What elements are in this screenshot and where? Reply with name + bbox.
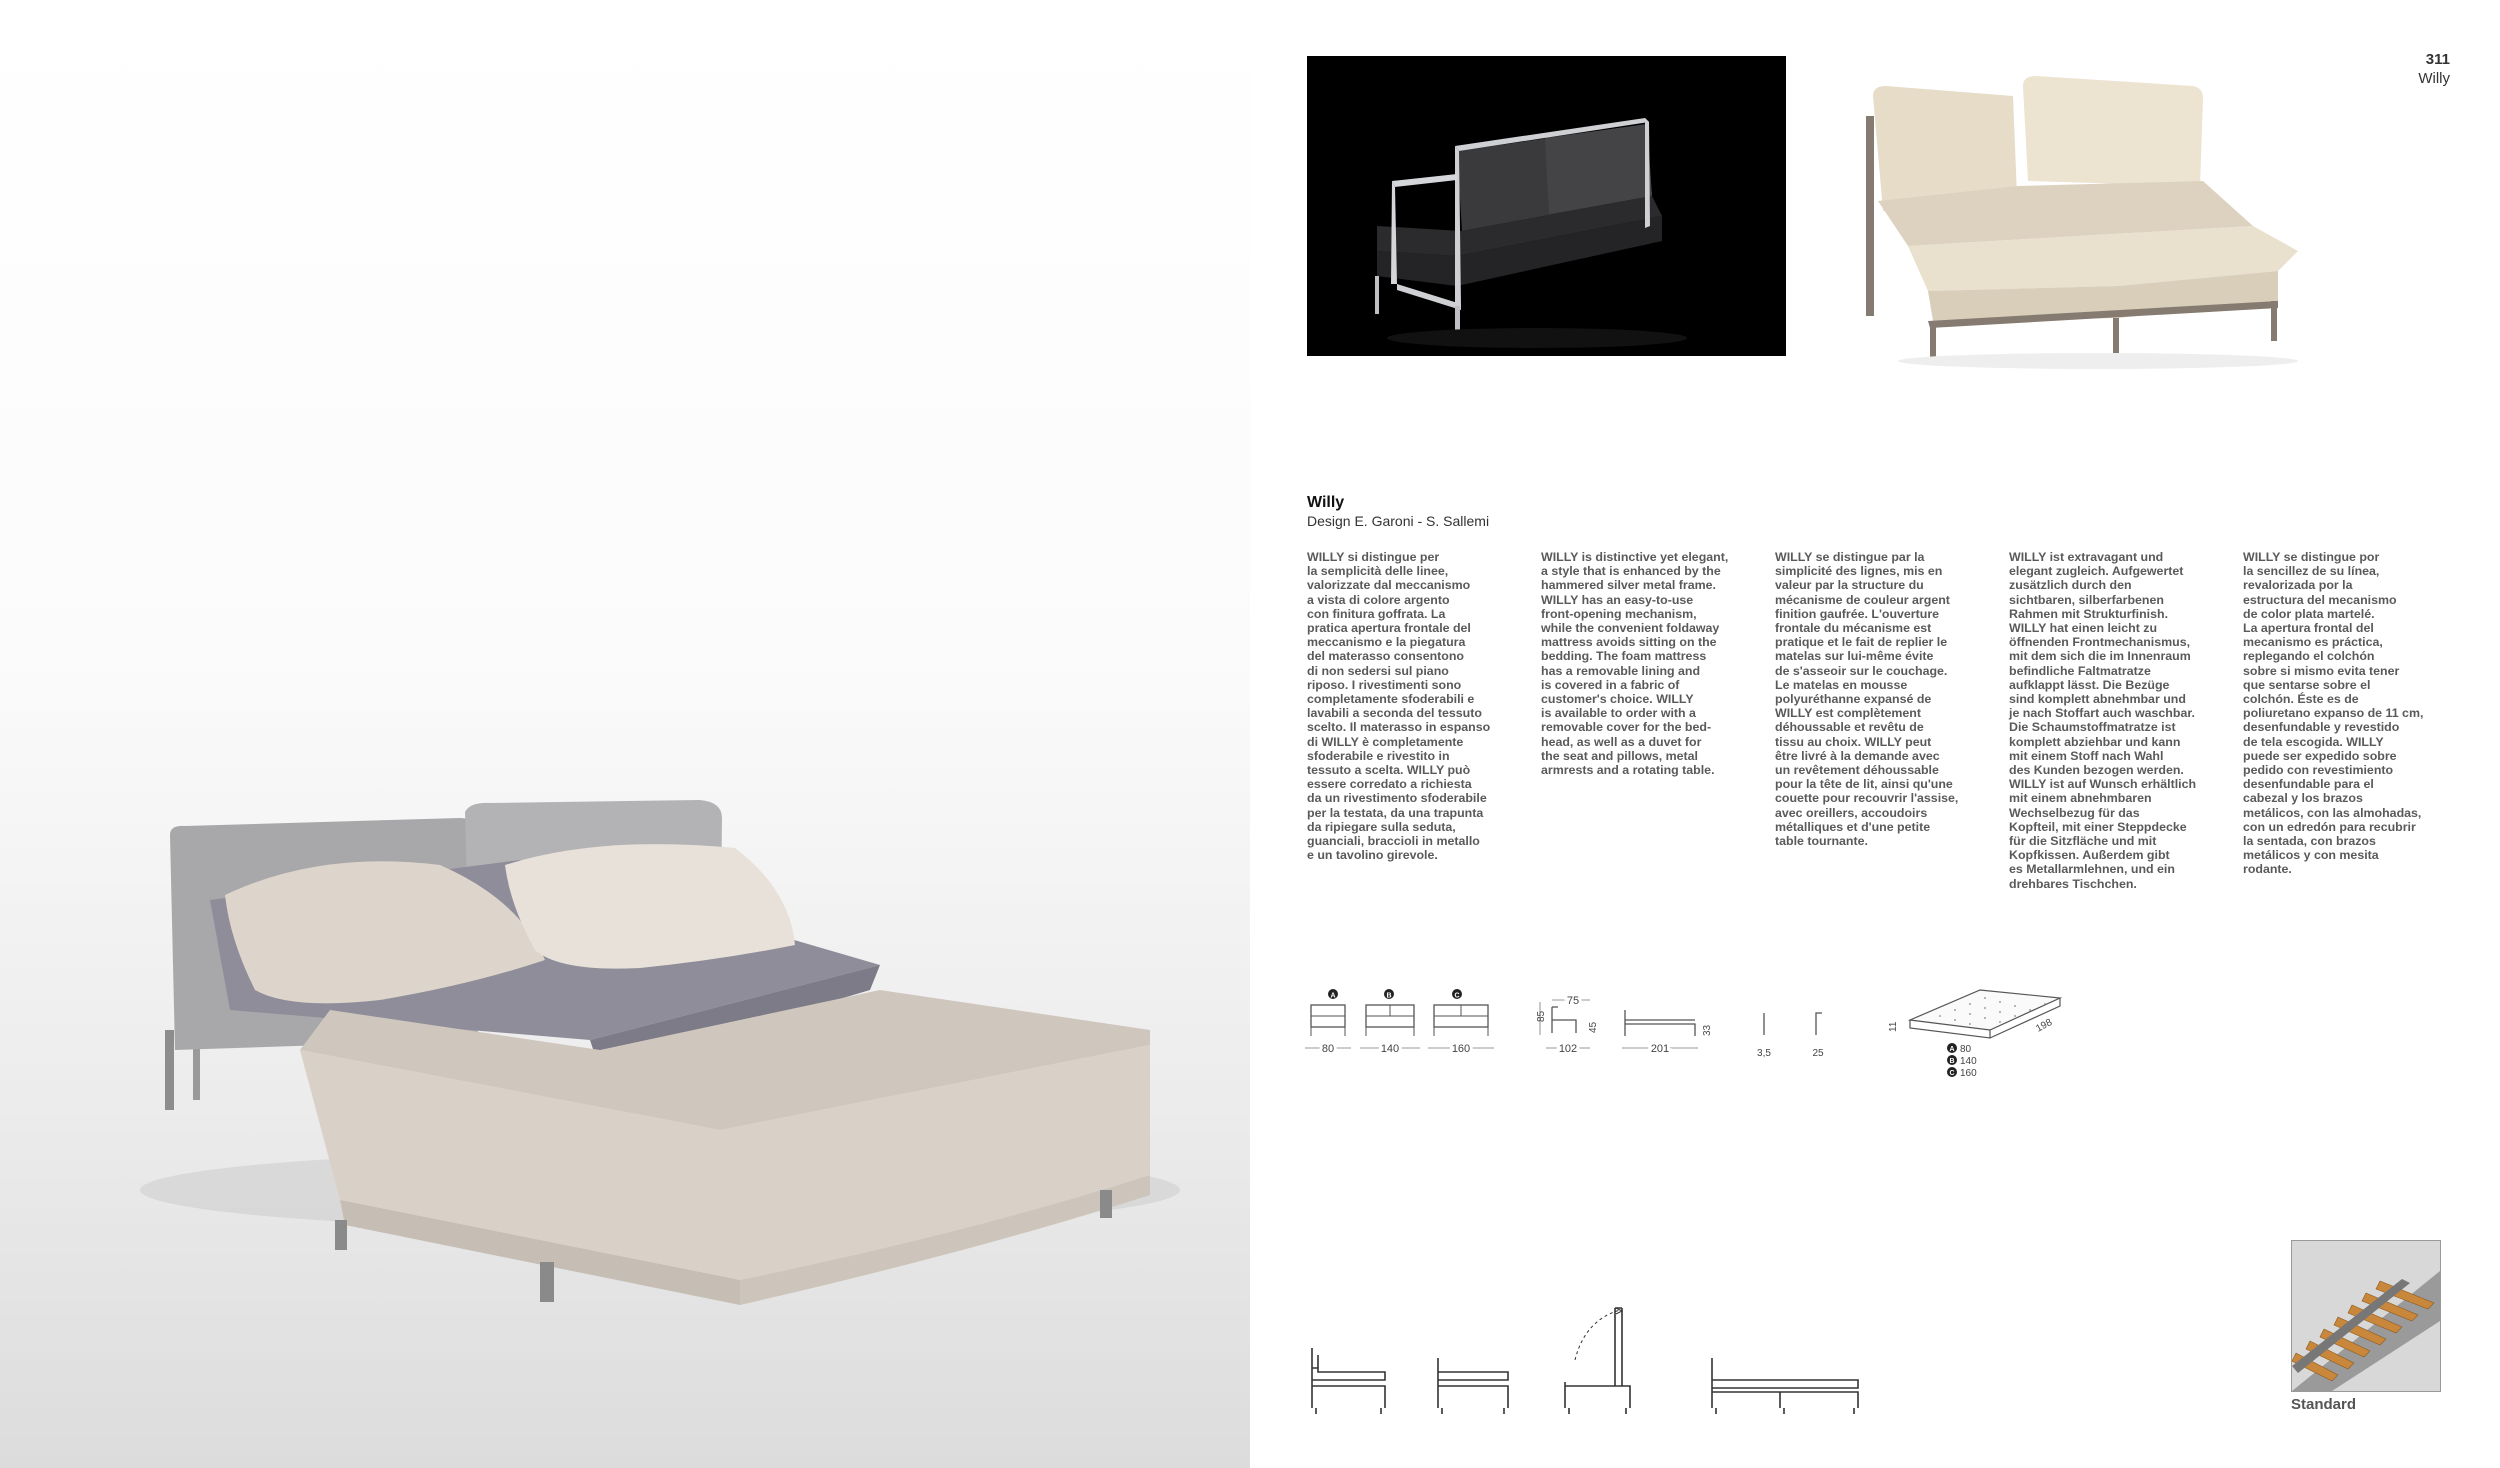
page-number (2418, 50, 2450, 88)
text-line: da ripiegare sulla seduta, (1307, 819, 1456, 834)
text-line: removable cover for the bed- (1541, 720, 1712, 735)
size-c-drawing (1428, 989, 1494, 1055)
text-line: front-opening mechanism, (1541, 606, 1697, 621)
text-line: befindliche Faltmatratze (2009, 663, 2151, 678)
text-line: déhoussable et revêtu de (1775, 720, 1924, 735)
text-line: guanciali, braccioli in metallo (1307, 834, 1480, 849)
side-view-drawing (1536, 995, 1599, 1055)
text-line: essere corredato a richiesta (1307, 777, 1472, 792)
size-a-drawing (1305, 989, 1351, 1055)
side-seat-height: 45 (1588, 1021, 1599, 1033)
size-b-width: 140 (1380, 1043, 1400, 1055)
text-line: Kopfkissen. Außerdem gibt (2009, 848, 2170, 863)
mattress-drawing (1888, 990, 2060, 1079)
text-line: drehbares Tischchen. (2009, 876, 2137, 891)
text-line: the seat and pillows, metal (1541, 748, 1698, 763)
text-line: un revêtement déhoussable (1775, 763, 1939, 778)
text-line: mecanismo es práctica, (2243, 635, 2383, 650)
text-line: mit einem abnehmbaren (2009, 791, 2152, 806)
text-line: colchón. Éste es de (2243, 692, 2359, 707)
text-line: desenfundable y revestido (2243, 720, 2400, 735)
text-line: mécanisme de couleur argent (1775, 592, 1950, 607)
text-line: des Kunden bezogen werden. (2009, 763, 2184, 778)
text-line: armrests and a rotating table. (1541, 763, 1715, 778)
text-line: di WILLY è completamente (1307, 734, 1464, 749)
mattress-size-c: 160 (1960, 1068, 1977, 1079)
text-line: simplicité des lignes, mis en (1775, 564, 1943, 579)
text-line: Rahmen mit Strukturfinish. (2009, 606, 2169, 621)
mattress-size-b: 140 (1960, 1056, 1977, 1067)
text-line: estructura del mecanismo (2243, 592, 2397, 607)
text-line: pedido con revestimiento (2243, 763, 2394, 778)
text-line: métalliques et d'une petite (1775, 819, 1931, 834)
text-line: table tournante. (1775, 834, 1868, 849)
side-seat-depth: 75 (1566, 995, 1580, 1007)
page-section: Willy (2418, 70, 2450, 87)
text-line: a style that is enhanced by the (1541, 564, 1721, 579)
mattress-thickness: 11 (1888, 1021, 1899, 1032)
text-line: scelto. Il materasso in espanso (1307, 720, 1491, 735)
size-a-letter: A (1330, 992, 1336, 1000)
text-line: la semplicità delle linee, (1307, 564, 1449, 579)
text-line: WILLY is distinctive yet elegant, (1541, 550, 1729, 564)
text-line: cabezal y los brazos (2243, 791, 2363, 806)
text-line: mit dem sich die im Innenraum (2009, 649, 2191, 664)
text-line: has a removable lining and (1541, 663, 1701, 678)
text-line: aufklappt lässt. Die Bezüge (2009, 677, 2170, 692)
text-line: tissu au choix. WILLY peut (1775, 734, 1932, 749)
text-line: öffnenden Frontmechanismus, (2009, 635, 2191, 650)
text-line: poliuretano expanso de 11 cm, (2243, 706, 2424, 721)
text-line: meccanismo e la piegatura (1307, 635, 1466, 650)
text-line: sobre si mismo evita tener (2243, 663, 2400, 678)
frame-profile-a: 3,5 (1757, 1048, 1771, 1059)
text-line: del materasso consentono (1307, 649, 1464, 664)
text-line: WILLY si distingue per (1307, 550, 1440, 564)
text-line: con un edredón para recubrir (2243, 819, 2416, 834)
side-height: 85 (1536, 1010, 1547, 1022)
text-line: a vista di colore argento (1307, 592, 1450, 607)
text-line: metálicos y con mesita (2243, 848, 2379, 863)
mattress-size-a: 80 (1960, 1044, 1972, 1055)
product-designer: Design E. Garoni - S. Sallemi (1307, 513, 1490, 529)
text-line: être livré à la demande avec (1775, 748, 1940, 763)
text-line: head, as well as a duvet for (1541, 734, 1702, 749)
text-line: sind komplett abnehmbar und (2009, 692, 2186, 707)
text-line: WILLY ist auf Wunsch erhältlich (2009, 777, 2197, 792)
cream-sofa-illustration (1808, 56, 2378, 376)
text-line: avec oreillers, accoudoirs (1775, 805, 1928, 820)
text-line: komplett abziehbar und kann (2009, 734, 2181, 749)
text-line: pour la tête de lit, ainsi qu'une (1775, 777, 1953, 792)
text-line: tessuto a scelta. WILLY può (1307, 763, 1471, 778)
text-line: completamente sfoderabili e (1307, 692, 1475, 707)
text-line: je nach Stoffart auch waschbar. (2009, 706, 2195, 721)
text-line: bedding. The foam mattress (1541, 649, 1707, 664)
mechanism-step-3 (1565, 1308, 1630, 1414)
text-line: while the convenient foldaway (1541, 621, 1720, 636)
mattress-length: 198 (2034, 1017, 2055, 1035)
text-line: rodante. (2243, 862, 2292, 877)
text-line: WILLY ist extravagant und (2009, 550, 2164, 564)
text-line: replegando el colchón (2243, 649, 2375, 664)
text-line: la sentada, con brazos (2243, 834, 2376, 849)
text-line: polyuréthanne expansé de (1775, 692, 1932, 707)
text-line: es Metallarmlehnen, und ein (2009, 862, 2175, 877)
mattress-size-b-letter: B (1949, 1058, 1955, 1065)
text-line: mattress avoids sitting on the (1541, 635, 1717, 650)
mechanism-step-4 (1712, 1358, 1858, 1414)
text-line: finition gaufrée. L'ouverture (1775, 606, 1940, 621)
standard-slats-thumbnail (2291, 1240, 2441, 1392)
opening-mechanism-sequence (1300, 1300, 1880, 1430)
text-line: couette pour recouvrir l'assise, (1775, 791, 1959, 806)
text-line: WILLY se distingue por (2243, 550, 2380, 564)
text-line: puede ser expedido sobre (2243, 748, 2397, 763)
text-line: WILLY hat einen leicht zu (2009, 621, 2158, 636)
text-line: Die Schaumstoffmatratze ist (2009, 720, 2176, 735)
text-line: desenfundable para el (2243, 777, 2374, 792)
mechanism-step-1 (1312, 1348, 1385, 1414)
bed-height: 33 (1702, 1024, 1713, 1036)
text-line: sfoderabile e rivestito in (1307, 748, 1450, 763)
text-line: sichtbaren, silberfarbenen (2009, 592, 2164, 607)
text-line: la sencillez de su línea, (2243, 564, 2380, 579)
text-line: hammered silver metal frame. (1541, 578, 1716, 593)
product-title: Willy (1307, 494, 1345, 511)
text-line: Kopfteil, mit einer Steppdecke (2009, 819, 2187, 834)
text-line: für die Sitzfläche und mit (2009, 834, 2157, 849)
text-line: elegant zugleich. Aufgewertet (2009, 564, 2184, 579)
sofa-dark-photo (1307, 56, 1786, 356)
text-line: matelas sur lui-même évite (1775, 649, 1934, 664)
text-line: frontale du mécanisme est (1775, 621, 1932, 636)
text-line: La apertura frontal del (2243, 621, 2374, 636)
text-column-italian (1307, 550, 1517, 862)
text-column-spanish (2243, 550, 2453, 877)
size-c-letter: C (1454, 992, 1460, 1000)
text-line: riposo. I rivestimenti sono (1307, 677, 1462, 692)
text-line: revalorizada por la (2243, 578, 2353, 593)
text-line: per la testata, da una trapunta (1307, 805, 1484, 820)
text-line: valeur par la structure du (1775, 578, 1924, 593)
text-line: con finitura goffrata. La (1307, 606, 1446, 621)
text-line: mit einem Stoff nach Wahl (2009, 748, 2164, 763)
mattress-size-a-letter: A (1949, 1046, 1955, 1053)
page-number-value: 311 (2425, 51, 2450, 68)
text-line: que sentarse sobre el (2243, 677, 2371, 692)
text-line: is covered in a fabric of (1541, 677, 1680, 692)
text-line: de tela escogida. WILLY (2243, 734, 2384, 749)
text-line: pratique et le fait de replier le (1775, 635, 1948, 650)
text-column-english (1541, 550, 1751, 777)
size-b-letter: B (1386, 992, 1392, 1000)
text-line: Wechselbezug für das (2009, 805, 2140, 820)
slats-illustration (2292, 1241, 2440, 1391)
text-line: e un tavolino girevole. (1307, 848, 1438, 863)
text-line: pratica apertura frontale del (1307, 621, 1471, 636)
bed-length: 201 (1650, 1043, 1670, 1055)
mattress-size-c-letter: C (1949, 1070, 1955, 1077)
text-line: customer's choice. WILLY (1541, 692, 1694, 707)
text-line: WILLY est complètement (1775, 706, 1921, 721)
text-line: zusätzlich durch den (2009, 578, 2132, 593)
side-depth: 102 (1558, 1043, 1578, 1055)
text-line: da un rivestimento sfoderabile (1307, 791, 1487, 806)
text-line: Le matelas en mousse (1775, 677, 1908, 692)
text-line: de color plata martelé. (2243, 606, 2375, 621)
text-line: is available to order with a (1541, 706, 1696, 721)
text-line: di non sedersi sul piano (1307, 663, 1449, 678)
dark-sofa-illustration (1307, 56, 1786, 356)
size-a-width: 80 (1321, 1043, 1335, 1055)
size-b-drawing (1360, 989, 1420, 1055)
text-line: WILLY has an easy-to-use (1541, 592, 1694, 607)
text-line: metálicos, con las almohadas, (2243, 805, 2422, 820)
text-line: de s'asseoir sur le couchage. (1775, 663, 1948, 678)
text-line: lavabili a seconda del tessuto (1307, 706, 1482, 721)
size-c-width: 160 (1451, 1043, 1471, 1055)
dimension-drawings (1300, 980, 2200, 1090)
bed-view-drawing (1622, 1010, 1713, 1055)
mechanism-step-2 (1438, 1358, 1508, 1414)
sofa-cream-photo (1808, 56, 2378, 376)
thumbnail-label: Standard (2291, 1396, 2357, 1413)
text-column-german (2009, 550, 2219, 891)
frame-profile-b: 25 (1812, 1048, 1824, 1059)
text-line: valorizzate dal meccanismo (1307, 578, 1471, 593)
text-line: WILLY se distingue par la (1775, 550, 1925, 564)
text-column-french (1775, 550, 1985, 848)
frame-profile-drawings (1757, 1013, 1824, 1059)
